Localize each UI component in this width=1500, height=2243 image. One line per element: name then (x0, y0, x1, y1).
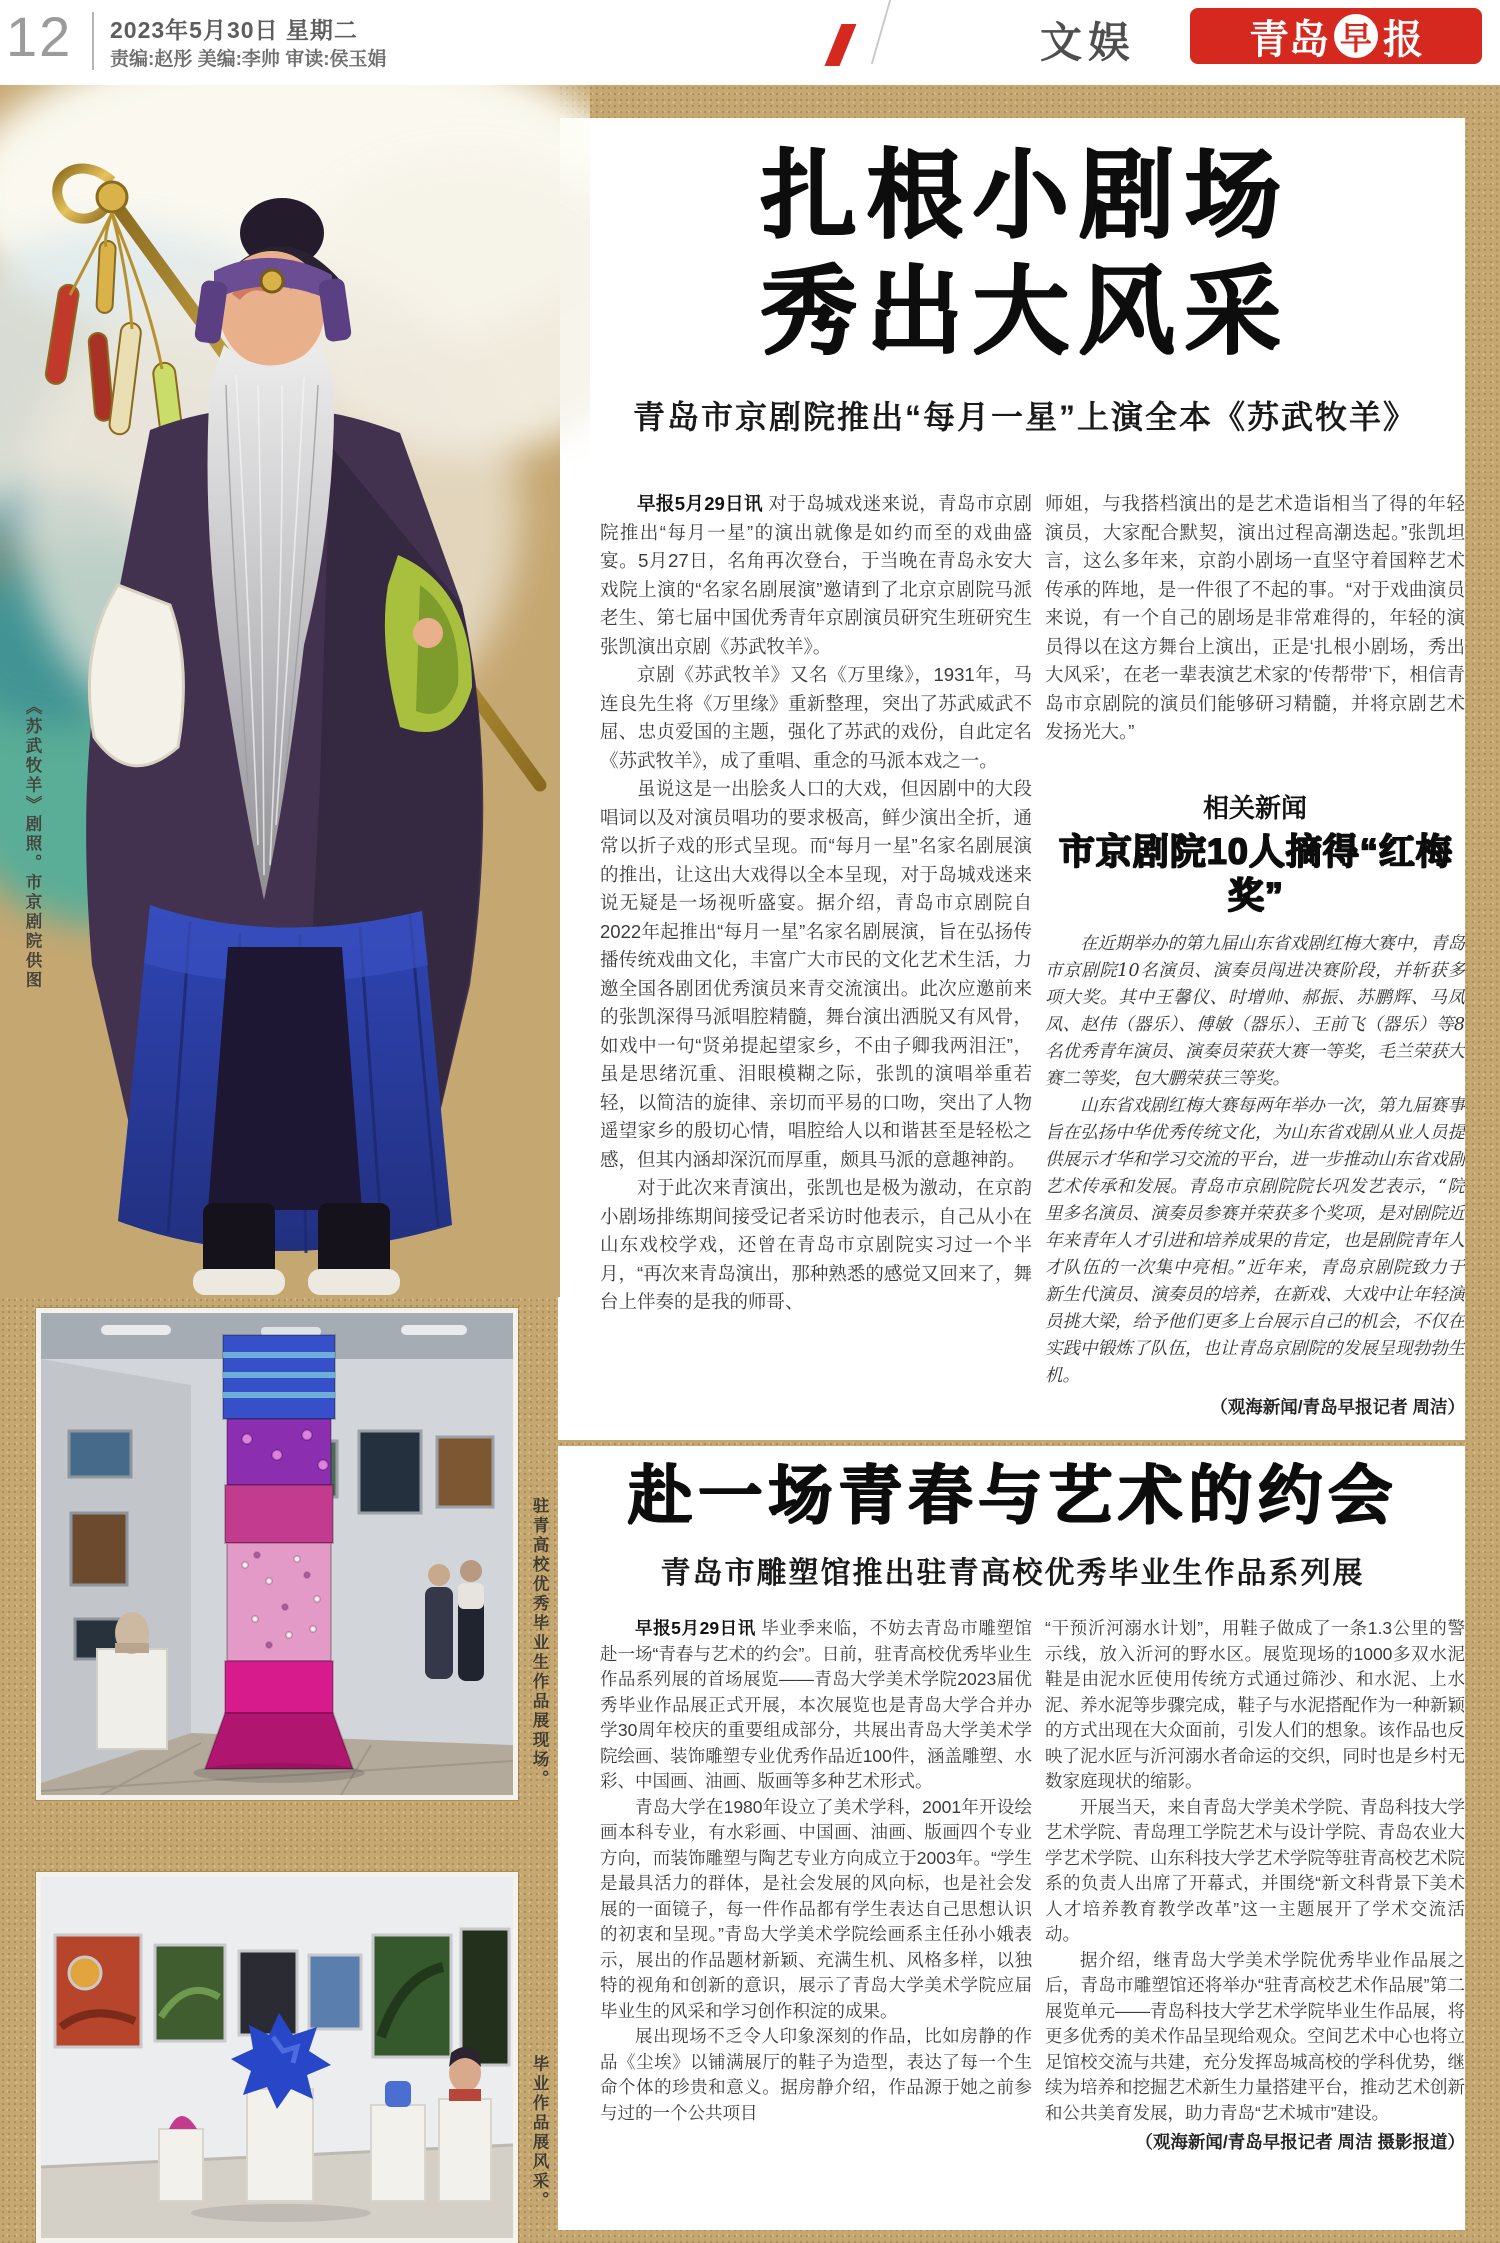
article2-paragraph6: 据介绍，继青岛大学美术学院优秀毕业作品展之后，青岛市雕塑馆还将举办“驻青高校艺术作品展”第二展览单元——青岛科技大学艺术学院毕业生作品展，将更多优秀的美术作品呈现给观众。空间艺术中心也将立足馆校交流与共建，充分发挥岛城高校的学科优势，继续为培养和挖掘艺术新生力量搭建平台，推动艺术创新和公共美育发展，助力青岛“艺术城市”建设。 (1045, 1949, 1465, 2123)
header-divider (92, 12, 94, 70)
article1-paragraph5: 师姐，与我搭档演出的是艺术造诣相当了得的年轻演员，大家配合默契，演出过程高潮迭起。”张凯坦言，这么多年来，京韵小剧场一直坚守着国粹艺术传承的阵地，是一件很了不起的事。“对于戏曲演员来说，有一个自己的剧场是非常难得的，年轻的演员得以在这方舞台上演出，正是‘扎根小剧场，秀出大风采’，在老一辈表演艺术家的‘传帮带’下，相信青岛市京剧院的演员们能够研习精髓，并将京剧艺术发扬光大。” (1045, 493, 1465, 742)
section-label: 文娱 (1040, 19, 1137, 66)
article1-paragraph3: 虽说这是一出脍炙人口的大戏，但因剧中的大段唱词以及对演员唱功的要求极高，鲜少演出全折，通常以折子戏的形式呈现。而“每月一星”名家名剧展演的推出，让这出大戏得以全本呈现，对于岛城戏迷来说无疑是一场视听盛宴。据介绍，青岛市京剧院自2022年起推出“每月一星”名家名剧展演，旨在弘扬传播传统戏曲文化，丰富广大市民的文化艺术生活，力邀全国各剧团优秀演员来青交流演出。此次应邀前来的张凯深得马派唱腔精髓，舞台演出洒脱又有风骨，如戏中一句“贤弟提起望家乡，不由子卿我两泪汪”，虽是思绪沉重、泪眼模糊之际，张凯的演唱举重若轻，以简洁的旋律、亲切而平易的口吻，突出了人物遥望家乡的殷切心情，唱腔给人以和谐甚至是轻松之感，但其内涵却深沉而厚重，颇具马派的意趣神韵。 (600, 778, 1032, 1170)
photo-caption-gallery1: 驻青高校优秀毕业生作品展现场。 (530, 1497, 548, 1790)
article2-paragraph2: 青岛大学在1980年设立了美术学科，2001年开设绘画本科专业，有水彩画、中国画、油画、版画四个专业方向，而装饰雕塑与陶艺专业方向成立于2003年。“学生是最具活力的群体，是社会发展的风向标，也是社会发展的一面镜子，每一件作品都有学生表达自己思想认识的初衷和呈现。”青岛大学美术学院绘画系主任孙小娥表示，展出的作品题材新颖、充满生机、风格多样，以独特的视角和创新的意识，展示了青岛大学美术学院应届毕业生的风采和学习创作积淀的成果。 (600, 1796, 1032, 2021)
article2-byline: （观海新闻/青岛早报记者 周洁 摄影报道） (1135, 2132, 1465, 2152)
related-news-box (1045, 788, 1465, 1430)
article2-paragraph5: 开展当天，来自青岛大学美术学院、青岛科技大学艺术学院、青岛理工学院艺术与设计学院、青岛农业大学艺术学院、山东科技大学艺术学院等驻青高校艺术院系的负责人出席了开幕式，并围绕“新文科背景下美术人才培养教育教学改革”这一主题展开了学术交流活动。 (1045, 1796, 1465, 1944)
masthead-right: 报 (1383, 17, 1423, 62)
header-date: 2023年5月30日 星期二 (110, 17, 358, 43)
opera-photo (0, 85, 590, 1297)
related-news-body (1045, 931, 1465, 1421)
article2-column1 (600, 1616, 1032, 2216)
article2-headline: 赴一场青春与艺术的约会 (627, 1459, 1398, 1531)
article2-dateline: 早报5月29日讯 (635, 1618, 756, 1638)
article1-dateline: 早报5月29日讯 (637, 493, 763, 514)
article1-paragraph2: 京剧《苏武牧羊》又名《万里缘》，1931年，马连良先生将《万里缘》重新整理，突出了苏武威武不屈、忠贞爱国的主题，强化了苏武的戏份，自此定名《苏武牧羊》，成了重唱、重念的马派本戏之一。 (600, 664, 1032, 771)
article2-paragraph1: 早报5月29日讯 毕业季来临，不妨去青岛市雕塑馆赴一场“青春与艺术的约会”。日前，驻青高校优秀毕业生作品系列展的首场展览——青岛大学美术学院2023届优秀毕业作品展正式开展，本次展览也是青岛大学合并办学30周年校庆的重要组成部分，共展出青岛大学美术学院绘画、装饰雕塑专业优秀作品近100件，涵盖雕塑、水彩、中国画、油画、版画等多种艺术形式。 (600, 1618, 1032, 1791)
masthead-left: 青岛 (1249, 17, 1329, 62)
article2-subheadline: 青岛市雕塑馆推出驻青高校优秀毕业生作品系列展 (660, 1557, 1365, 1590)
article2-headline-block (560, 1458, 1465, 1592)
header-editors: 责编:赵彤 美编:李帅 审读:侯玉娟 (110, 49, 387, 70)
page-number: 12 (6, 5, 73, 68)
related-byline: （观海新闻/青岛早报记者 周洁） (1210, 1397, 1465, 1417)
article2-paragraph4: “干预沂河溺水计划”，用鞋子做成了一条1.3公里的警示线，放入沂河的野水区。展览现场的1000多双水泥鞋是由泥水匠使用传统方式通过筛沙、和水泥、上水泥、养水泥等步骤完成，鞋子与水泥搭配作为一种新颖的方式出现在大众面前，引发人们的想象。该作品也反映了泥水匠与沂河溺水者命运的交织，同时也是乡村无数家庭现状的缩影。 (1045, 1618, 1465, 1791)
related-paragraph1: 在近期举办的第九届山东省戏剧红梅大赛中，青岛市京剧院10名演员、演奏员闯进决赛阶段，并斩获多项大奖。其中王馨仪、时增帅、郝振、苏鹏辉、马凤凤、赵伟（器乐）、傅敏（器乐）、王前飞（器乐）等8名优秀青年演员、演奏员荣获大赛一等奖，毛兰荣获大赛二等奖，包大鹏荣获三等奖。 (1045, 934, 1465, 1089)
masthead-logo (1190, 8, 1482, 64)
article1-paragraph4: 对于此次来青演出，张凯也是极为激动，在京韵小剧场排练期间接受记者采访时他表示，自己从小在山东戏校学戏，还曾在青岛市京剧院实习过一个半月，“再次来青岛演出，那种熟悉的感觉又回来了，舞台上伴奏的是我的师哥、 (600, 1177, 1032, 1312)
related-paragraph2: 山东省戏剧红梅大赛每两年举办一次，第九届赛事旨在弘扬中华优秀传统文化，为山东省戏剧从业人员提供展示才华和学习交流的平台，进一步推动山东省戏剧艺术传承和发展。青岛市京剧院院长巩发艺表示，“院里多名演员、演奏员参赛并荣获多个奖项，是对剧院近年来青年人才引进和培养成果的肯定，也是剧院青年人才队伍的一次集中亮相。”近年来，青岛京剧院致力于新生代演员、演奏员的培养，在新戏、大戏中让年轻演员挑大梁，给予他们更多上台展示自己的机会，不仅在实践中锻炼了队伍，也让青岛京剧院的发展呈现勃勃生机。 (1045, 1096, 1465, 1386)
related-news-title: 市京剧院10人摘得“红梅奖” (1057, 830, 1453, 915)
article1-column1 (600, 490, 1032, 1430)
article1-headline-block (585, 138, 1465, 438)
article1-column2 (1045, 490, 1465, 790)
red-slash-decoration (825, 24, 857, 66)
article2-paragraph3: 展出现场不乏令人印象深刻的作品，比如房静的作品《尘埃》以铺满展厅的鞋子为造型，表达了每一个生命个体的珍贵和意义。据房静介绍，作品源于她之前参与过的一个公共项目 (600, 2026, 1032, 2123)
article1-headline-line1: 扎根小剧场 (760, 142, 1290, 249)
related-news-kicker: 相关新闻 (1202, 793, 1307, 823)
exhibition-photo-2 (36, 1872, 518, 2243)
exhibition-photo-1 (36, 1308, 518, 1800)
photo-caption-gallery2: 毕业作品展风采。 (530, 2055, 548, 2211)
article1-paragraph1: 早报5月29日讯 对于岛城戏迷来说，青岛市京剧院推出“每月一星”的演出就像是如约而至的戏曲盛宴。5月27日，名角再次登台，于当晚在青岛永安大戏院上演的“名家名剧展演”邀请到了北京京剧院马派老生、第七届中国优秀青年京剧演员研究生班研究生张凯演出京剧《苏武牧羊》。 (600, 493, 1032, 657)
masthead-circle: 早 (1334, 14, 1378, 58)
photo-caption-opera: 《苏武牧羊》剧照。市京剧院供图 (23, 698, 41, 991)
article1-headline-line2: 秀出大风采 (760, 258, 1290, 365)
article2-column2 (1045, 1616, 1465, 2216)
article1-subheadline: 青岛市京剧院推出“每月一星”上演全本《苏武牧羊》 (632, 399, 1417, 435)
